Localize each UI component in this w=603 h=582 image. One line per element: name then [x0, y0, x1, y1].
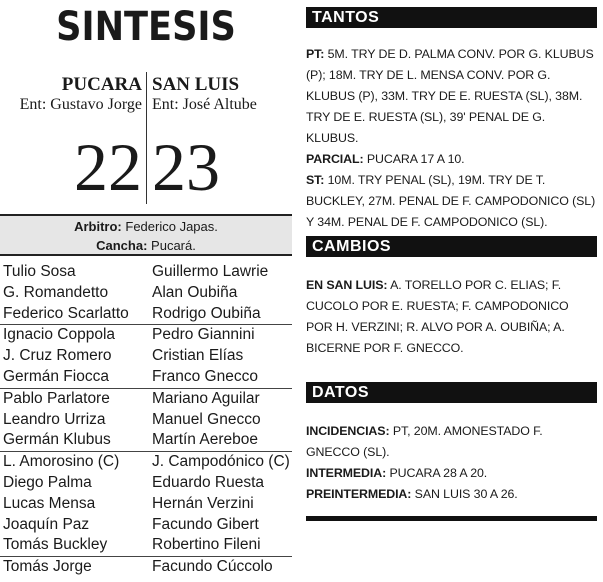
roster-row	[0, 325, 292, 346]
away-player: Facundo Gibert	[152, 515, 259, 533]
home-player: G. Romandetto	[3, 283, 109, 301]
tantos-pt-label: PT:	[306, 47, 325, 61]
datos-incidencias	[306, 421, 597, 463]
tantos-body	[306, 44, 597, 233]
cambios-text	[306, 275, 597, 359]
away-player: Robertino Fileni	[152, 536, 261, 554]
roster-row	[0, 346, 292, 367]
cambios-header: CAMBIOS	[306, 236, 597, 257]
away-player: Eduardo Ruesta	[152, 473, 265, 491]
tantos-parcial	[306, 149, 597, 170]
home-coach: Ent: Gustavo Jorge	[19, 96, 142, 113]
away-player: Alan Oubiña	[152, 283, 238, 301]
tantos-st	[306, 170, 597, 233]
roster-row	[0, 367, 292, 389]
roster-row	[0, 304, 292, 326]
tantos-st-text: 10M. TRY PENAL (SL), 19M. TRY DE T. BUCKLEY, 27M. PENAL DE F. CAMPODONICO (SL) Y 34M. PENAL DE F. CAMPODONICO (SL).	[306, 173, 596, 229]
datos-preintermedia	[306, 484, 597, 505]
away-team-name: SAN LUIS	[152, 74, 240, 95]
referee-venue-box	[0, 214, 292, 256]
home-player: Germán Klubus	[3, 431, 111, 449]
details-panel	[306, 0, 597, 582]
cambios-value: A. TORELLO POR C. ELIAS; F. CUCOLO POR E. RUESTA; F. CAMPODONICO POR H. VERZINI; R. ALVO POR A. OUBIÑA; A. BICERNE POR F. GNECCO.	[306, 278, 569, 355]
away-player: Facundo Cúccolo	[152, 558, 273, 576]
roster-row	[0, 262, 292, 283]
roster-row	[0, 535, 292, 557]
home-score: 22	[74, 129, 142, 205]
away-player: Hernán Verzini	[152, 494, 254, 512]
away-player: Manuel Gnecco	[152, 410, 261, 428]
referee-value: Federico Japas.	[125, 219, 218, 234]
away-score: 23	[152, 129, 220, 205]
tantos-parcial-text: PUCARA 17 A 10.	[366, 152, 465, 166]
away-player: Rodrigo Oubiña	[152, 304, 261, 322]
venue-value: Pucará.	[151, 238, 196, 253]
tantos-parcial-label: PARCIAL:	[306, 152, 364, 166]
away-player: J. Campodónico (C)	[152, 453, 290, 471]
venue-line	[0, 236, 292, 255]
datos-intermedia-label: INTERMEDIA:	[306, 466, 387, 480]
sintesis-title: SINTESIS	[56, 4, 236, 50]
home-player: Federico Scarlatto	[3, 304, 129, 322]
datos-intermedia-text: PUCARA 28 A 20.	[389, 466, 488, 480]
datos-header: DATOS	[306, 382, 597, 403]
away-player: Guillermo Lawrie	[152, 263, 269, 280]
home-player: Germán Fiocca	[3, 367, 109, 385]
roster-row	[0, 283, 292, 304]
datos-incidencias-label: INCIDENCIAS:	[306, 424, 390, 438]
away-coach: Ent: José Altube	[152, 96, 257, 113]
away-player: Cristian Elías	[152, 347, 244, 365]
datos-intermedia	[306, 463, 597, 484]
roster-row	[0, 430, 292, 452]
bottom-rule	[306, 516, 597, 521]
datos-preintermedia-text: SAN LUIS 30 A 26.	[414, 487, 518, 501]
team-divider	[146, 72, 147, 204]
home-player: Diego Palma	[3, 473, 92, 491]
venue-label: Cancha:	[96, 238, 148, 253]
datos-preintermedia-label: PREINTERMEDIA:	[306, 487, 412, 501]
roster-row	[0, 410, 292, 431]
home-player: Lucas Mensa	[3, 494, 96, 512]
referee-line	[0, 217, 292, 236]
roster-row	[0, 389, 292, 410]
cambios-label: EN SAN LUIS:	[306, 278, 388, 292]
referee-label: Arbitro:	[74, 219, 122, 234]
datos-incidencias-text: PT, 20M. AMONESTADO F. GNECCO (SL).	[306, 424, 543, 459]
tantos-st-label: ST:	[306, 173, 325, 187]
home-player: J. Cruz Romero	[3, 347, 112, 365]
home-player: Tulio Sosa	[3, 263, 76, 280]
datos-body	[306, 421, 597, 505]
tantos-pt-text: 5M. TRY DE D. PALMA CONV. POR G. KLUBUS (P); 18M. TRY DE L. MENSA CONV. POR G. KLUBUS (P), 33M. TRY DE E. RUESTA (SL), 38M. TRY DE E. RUESTA (SL), 39' PENAL DE G. KLUBUS.	[306, 47, 594, 145]
home-team-name: PUCARA	[61, 74, 142, 95]
roster-row	[0, 494, 292, 515]
roster-row	[0, 557, 292, 578]
home-player: Tomás Jorge	[3, 558, 92, 576]
cambios-body	[306, 275, 597, 359]
home-player: Joaquín Paz	[3, 515, 90, 533]
roster-row	[0, 515, 292, 536]
home-player: L. Amorosino (C)	[3, 453, 120, 471]
home-player: Leandro Urriza	[3, 410, 106, 428]
tantos-pt	[306, 44, 597, 149]
roster	[0, 262, 292, 578]
home-player: Pablo Parlatore	[3, 389, 110, 407]
away-player: Pedro Giannini	[152, 326, 255, 344]
sintesis-panel	[0, 0, 292, 582]
home-player: Ignacio Coppola	[3, 326, 116, 344]
roster-row	[0, 473, 292, 494]
away-player: Franco Gnecco	[152, 367, 258, 385]
home-player: Tomás Buckley	[3, 536, 108, 554]
roster-row	[0, 452, 292, 473]
away-player: Mariano Aguilar	[152, 389, 260, 407]
tantos-header: TANTOS	[306, 7, 597, 28]
away-player: Martín Aereboe	[152, 431, 258, 449]
